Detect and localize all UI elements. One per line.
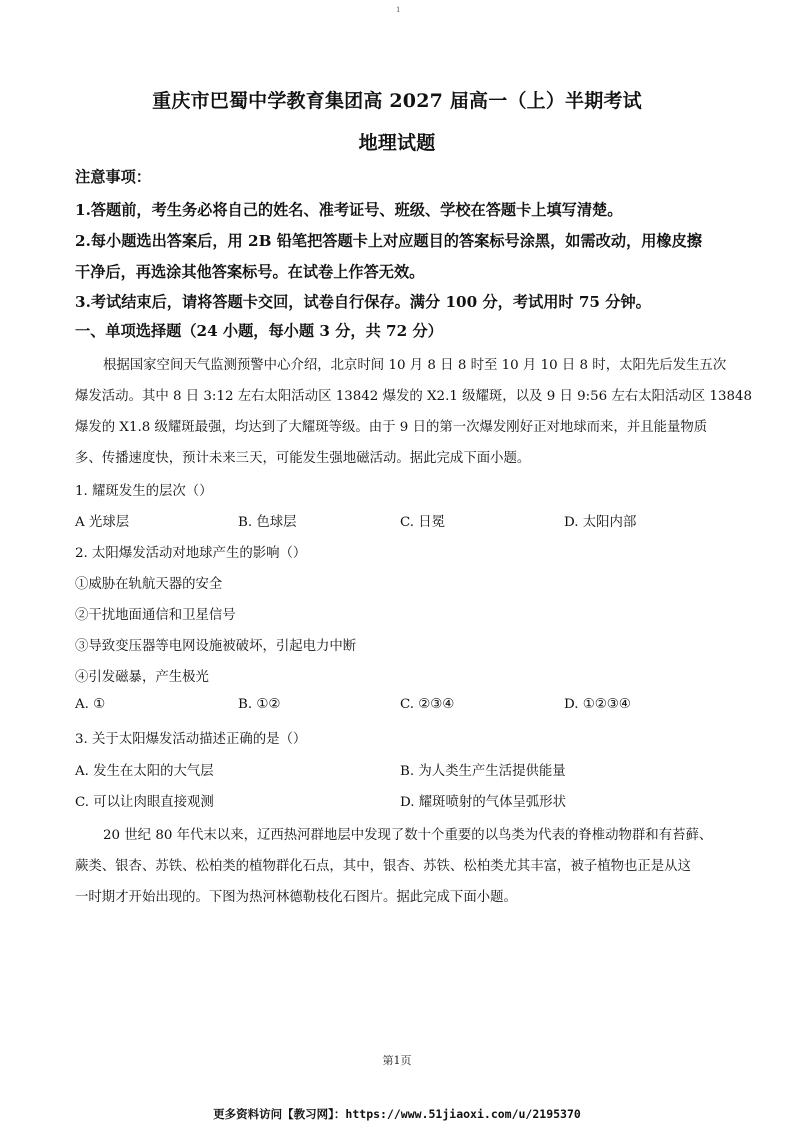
passage-1-line: 多、传播速度快，预计未来三天，可能发生强地磁活动。据此完成下面小题。 — [75, 451, 531, 466]
resource-link[interactable]: 更多资料访问【教习网】：https://www.51jiaoxi.com/u/2195370 — [213, 1107, 581, 1121]
question-1-stem: 1. 耀斑发生的层次（） — [75, 484, 213, 499]
passage-2-line: 蕨类、银杏、苏铁、松柏类的植物群化石点，其中，银杏、苏铁、松柏类尤其丰富，被子植物也正是从这 — [75, 859, 691, 874]
page-number: 第1页 — [382, 1054, 412, 1067]
passage-2-line: 一时期才开始出现的。下图为热河林德勒枝化石图片。据此完成下面小题。 — [75, 890, 517, 905]
page-title: 重庆市巴蜀中学教育集团高 2027 届高一（上）半期考试 — [152, 90, 642, 112]
question-3-option-a: A. 发生在太阳的大气层 — [75, 764, 214, 779]
notes-item-2b: 干净后，再选涂其他答案标号。在试卷上作答无效。 — [75, 263, 425, 281]
passage-2-line: 20 世纪 80 年代末以来，辽西热河群地层中发现了数十个重要的以鸟类为代表的脊椎动物群和有苔藓、 — [103, 828, 713, 843]
passage-1-line: 根据国家空间天气监测预警中心介绍，北京时间 10 月 8 日 8 时至 10 月 10 日 8 时，太阳先后发生五次 — [103, 358, 727, 373]
question-3-option-b: B. 为人类生产生活提供能量 — [400, 764, 566, 779]
passage-1-line: 爆发的 X1.8 级耀斑最强，均达到了大耀斑等级。由于 9 日的第一次爆发刚好正对地球而来，并且能量物质 — [75, 420, 708, 435]
question-1-option-c: C. 日冕 — [400, 515, 446, 530]
passage-1-line: 爆发活动。其中 8 日 3:12 左右太阳活动区 13842 爆发的 X2.1 级耀斑，以及 9 日 9:56 左右太阳活动区 13848 — [75, 389, 753, 404]
notes-item-2a: 2.每小题选出答案后，用 2B 铅笔把答题卡上对应题目的答案标号涂黑，如需改动，用橡皮擦 — [75, 232, 702, 250]
question-3-option-c: C. 可以让肉眼直接观测 — [75, 795, 214, 810]
question-1-option-d: D. 太阳内部 — [564, 515, 637, 530]
question-2-option-a: A. ① — [75, 697, 106, 712]
question-1-option-a: A 光球层 — [75, 515, 130, 530]
section-heading: 一、单项选择题（24 小题，每小题 3 分，共 72 分） — [75, 322, 443, 340]
question-3-stem: 3. 关于太阳爆发活动描述正确的是（） — [75, 732, 307, 747]
question-2-option-d: D. ①②③④ — [564, 697, 631, 712]
notes-item-3: 3.考试结束后，请将答题卡交回，试卷自行保存。满分 100 分，考试用时 75 分钟。 — [75, 293, 651, 311]
page-subtitle: 地理试题 — [358, 132, 436, 154]
question-2-statement-4: ④引发磁暴，产生极光 — [75, 670, 209, 685]
question-2-stem: 2. 太阳爆发活动对地球产生的影响（） — [75, 546, 307, 561]
question-2-option-b: B. ①② — [238, 697, 281, 712]
question-1-option-b: B. 色球层 — [238, 515, 297, 530]
question-2-statement-2: ②干扰地面通信和卫星信号 — [75, 608, 236, 623]
question-2-statement-3: ③导致变压器等电网设施被破坏，引起电力中断 — [75, 639, 357, 654]
header-mark: 1 — [396, 6, 401, 14]
question-3-option-d: D. 耀斑喷射的气体呈弧形状 — [400, 795, 567, 810]
question-2-statement-1: ①威胁在轨航天器的安全 — [75, 577, 223, 592]
notes-heading: 注意事项： — [75, 168, 151, 186]
notes-item-1: 1.答题前，考生务必将自己的姓名、准考证号、班级、学校在答题卡上填写清楚。 — [75, 201, 623, 219]
question-2-option-c: C. ②③④ — [400, 697, 455, 712]
